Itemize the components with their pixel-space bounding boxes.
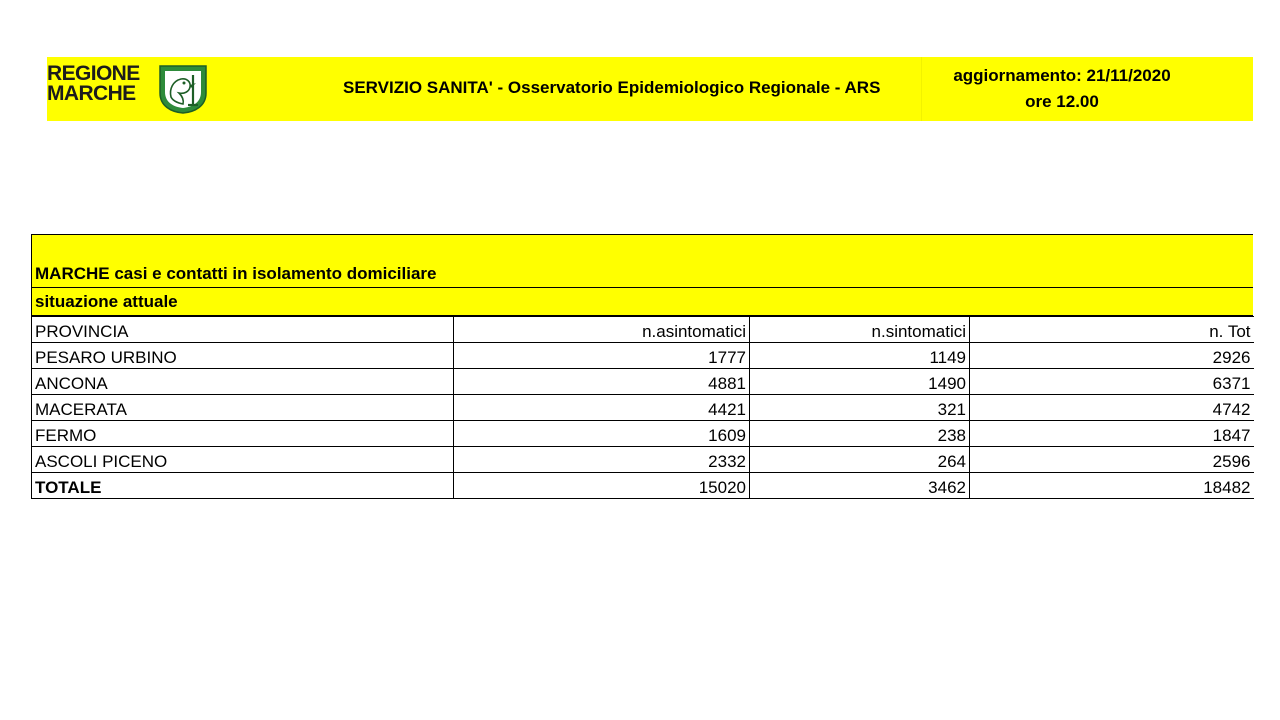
cell-asintomatici: 4881 bbox=[454, 369, 750, 395]
regione-marche-emblem-icon bbox=[157, 63, 209, 115]
update-time: ore 12.00 bbox=[1025, 92, 1099, 111]
table-row bbox=[32, 447, 1254, 473]
regione-marche-logo bbox=[47, 63, 212, 115]
column-header-tot: n. Tot bbox=[970, 317, 1254, 343]
cell-sintomatici: 1490 bbox=[750, 369, 970, 395]
table-row bbox=[32, 395, 1254, 421]
table-total-row bbox=[32, 473, 1254, 499]
logo-text bbox=[47, 64, 157, 104]
table-row bbox=[32, 343, 1254, 369]
cell-provincia: ASCOLI PICENO bbox=[32, 447, 454, 473]
logo-line-1: REGIONE bbox=[47, 62, 140, 85]
table-row bbox=[32, 421, 1254, 447]
cell-provincia: FERMO bbox=[32, 421, 454, 447]
isolation-table-section bbox=[31, 234, 1253, 499]
table-title-row bbox=[31, 234, 1253, 288]
cell-tot: 4742 bbox=[970, 395, 1254, 421]
cell-sintomatici: 238 bbox=[750, 421, 970, 447]
update-date: aggiornamento: 21/11/2020 bbox=[953, 66, 1171, 85]
cell-total-sintomatici: 3462 bbox=[750, 473, 970, 499]
cell-asintomatici: 2332 bbox=[454, 447, 750, 473]
table-subtitle: situazione attuale bbox=[35, 292, 178, 311]
logo-line-2: MARCHE bbox=[47, 82, 136, 105]
update-info bbox=[921, 57, 1254, 121]
cell-tot: 6371 bbox=[970, 369, 1254, 395]
table-row bbox=[32, 369, 1254, 395]
column-header-provincia: PROVINCIA bbox=[32, 317, 454, 343]
cell-total-label: TOTALE bbox=[32, 473, 454, 499]
column-header-sintomatici: n.sintomatici bbox=[750, 317, 970, 343]
cell-asintomatici: 4421 bbox=[454, 395, 750, 421]
cell-asintomatici: 1609 bbox=[454, 421, 750, 447]
cell-provincia: ANCONA bbox=[32, 369, 454, 395]
cell-sintomatici: 321 bbox=[750, 395, 970, 421]
header-banner bbox=[47, 57, 1253, 121]
cell-asintomatici: 1777 bbox=[454, 343, 750, 369]
banner-title: SERVIZIO SANITA' - Osservatorio Epidemiologico Regionale - ARS bbox=[343, 78, 881, 97]
cell-provincia: MACERATA bbox=[32, 395, 454, 421]
cell-sintomatici: 1149 bbox=[750, 343, 970, 369]
isolation-table bbox=[31, 316, 1254, 499]
cell-sintomatici: 264 bbox=[750, 447, 970, 473]
column-header-asintomatici: n.asintomatici bbox=[454, 317, 750, 343]
cell-provincia: PESARO URBINO bbox=[32, 343, 454, 369]
table-header-row bbox=[32, 317, 1254, 343]
cell-tot: 1847 bbox=[970, 421, 1254, 447]
table-subtitle-row bbox=[31, 288, 1253, 316]
cell-total-asintomatici: 15020 bbox=[454, 473, 750, 499]
cell-tot: 2596 bbox=[970, 447, 1254, 473]
table-title: MARCHE casi e contatti in isolamento domiciliare bbox=[35, 264, 437, 283]
cell-tot: 2926 bbox=[970, 343, 1254, 369]
cell-total-tot: 18482 bbox=[970, 473, 1254, 499]
